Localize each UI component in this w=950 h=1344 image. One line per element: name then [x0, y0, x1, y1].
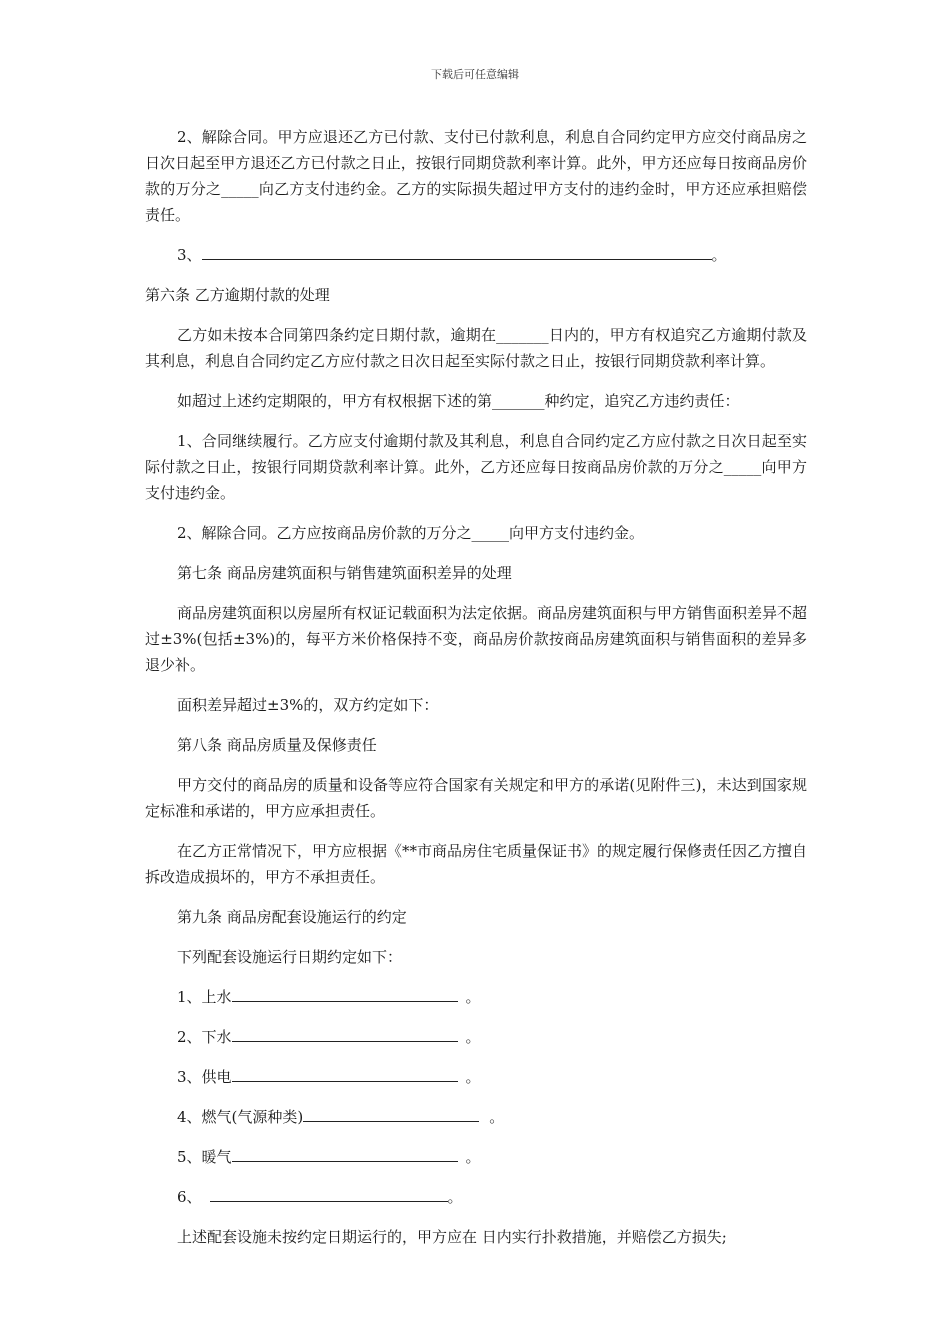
list-item-end: 。 — [465, 1068, 481, 1086]
item-3-suffix: 。 — [711, 246, 727, 264]
paragraph-area-basis: 商品房建筑面积以房屋所有权证记载面积为法定依据。商品房建筑面积与甲方销售面积差异不超过±3%(包括±3%)的，每平方米价格保持不变，商品房价款按商品房建筑面积与销售面积的差异多退少补。 — [145, 604, 808, 674]
paragraph-facilities-remedy: 上述配套设施未按约定日期运行的，甲方应在 日内实行扑救措施，并赔偿乙方损失; — [177, 1228, 727, 1246]
paragraph-warranty: 在乙方正常情况下，甲方应根据《**市商品房住宅质量保证书》的规定履行保修责任因乙方擅自拆改造成损坏的，甲方不承担责任。 — [145, 842, 808, 886]
list-item-blank — [232, 1144, 458, 1162]
paragraph-facilities-intro: 下列配套设施运行日期约定如下： — [177, 948, 403, 966]
list-item-power — [145, 1064, 807, 1090]
list-item-label: 5、暖气 — [177, 1148, 232, 1166]
list-item-6 — [145, 1184, 807, 1210]
list-item-blank — [232, 1024, 458, 1042]
list-item-blank — [303, 1104, 479, 1122]
list-item-end: 。 — [465, 988, 481, 1006]
list-item-water-supply — [145, 984, 807, 1010]
document-body — [145, 124, 807, 1264]
article-8-title: 第八条 商品房质量及保修责任 — [177, 736, 377, 754]
paragraph-terminate-contract-buyer: 2、解除合同。乙方应按商品房价款的万分之_____向甲方支付违约金。 — [177, 524, 645, 542]
page-header: 下载后可任意编辑 — [431, 68, 519, 81]
item-3-prefix: 3、 — [177, 246, 202, 264]
article-6-title: 第六条 乙方逾期付款的处理 — [145, 286, 330, 304]
paragraph-item-3 — [145, 242, 807, 268]
paragraph-terminate-contract-seller: 2、解除合同。甲方应退还乙方已付款、支付已付款利息，利息自合同约定甲方应交付商品房之日次日起至甲方退还乙方已付款之日止，按银行同期贷款利率计算。此外，甲方还应每日按商品房价款的万分之_____向乙方支付违约金。乙方的实际损失超过甲方支付的违约金时，甲方还应承担赔偿责任。 — [145, 128, 807, 224]
article-9-title: 第九条 商品房配套设施运行的约定 — [177, 908, 407, 926]
list-item-gas — [145, 1104, 807, 1130]
list-item-end: 。 — [489, 1108, 505, 1126]
list-item-end: 。 — [447, 1188, 463, 1206]
paragraph-quality: 甲方交付的商品房的质量和设备等应符合国家有关规定和甲方的承诺(见附件三)，未达到国家规定标准和承诺的，甲方应承担责任。 — [145, 776, 807, 820]
list-item-end: 。 — [465, 1028, 481, 1046]
paragraph-late-payment: 乙方如未按本合同第四条约定日期付款，逾期在_______日内的，甲方有权追究乙方逾期付款及其利息，利息自合同约定乙方应付款之日次日起至实际付款之日止，按银行同期贷款利率计算。 — [145, 326, 807, 370]
list-item-blank — [232, 1064, 458, 1082]
list-item-label: 2、下水 — [177, 1028, 232, 1046]
paragraph-area-exceed: 面积差异超过±3%的，双方约定如下： — [177, 696, 439, 714]
list-item-label: 6、 — [177, 1188, 202, 1206]
list-item-heating — [145, 1144, 807, 1170]
paragraph-continue-contract: 1、合同继续履行。乙方应支付逾期付款及其利息，利息自合同约定乙方应付款之日次日起至实际付款之日止，按银行同期贷款利率计算。此外，乙方还应每日按商品房价款的万分之_____向甲方支付违约金。 — [145, 432, 807, 502]
article-7-title: 第七条 商品房建筑面积与销售建筑面积差异的处理 — [177, 564, 512, 582]
list-item-blank — [232, 984, 458, 1002]
item-3-blank — [202, 242, 712, 260]
list-item-label: 3、供电 — [177, 1068, 232, 1086]
list-item-drainage — [145, 1024, 807, 1050]
list-item-end: 。 — [465, 1148, 481, 1166]
list-item-blank — [210, 1184, 448, 1202]
paragraph-exceed-period: 如超过上述约定期限的，甲方有权根据下述的第_______种约定，追究乙方违约责任： — [177, 392, 740, 410]
list-item-label: 4、燃气(气源种类) — [177, 1108, 304, 1126]
list-item-label: 1、上水 — [177, 988, 232, 1006]
